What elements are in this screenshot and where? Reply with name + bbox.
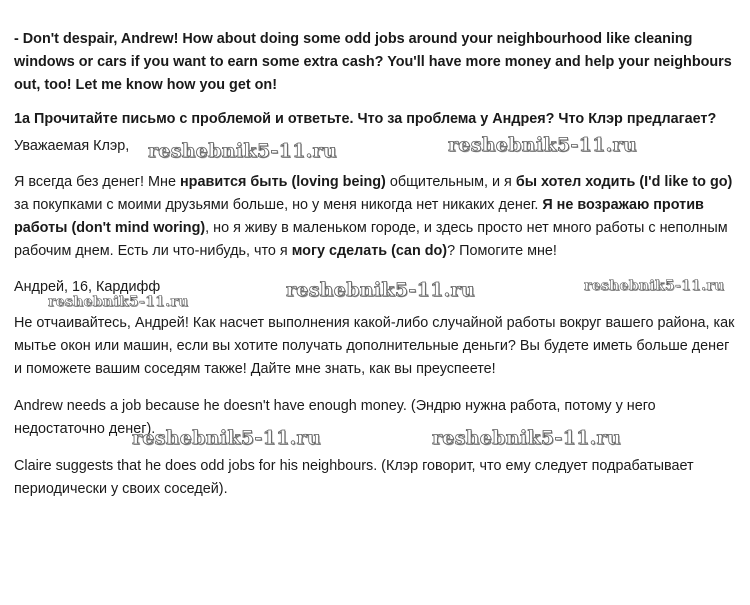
watermark: reshebnik5-11.ru <box>286 279 475 301</box>
letter-signature: Андрей, 16, Кардифф <box>14 279 161 295</box>
document-body <box>14 28 736 501</box>
letter-text-4: , но я живу в маленьком городе, и здесь просто нет много работы с неполным рабочим днем. Есть ли что-нибудь, что я <box>14 220 728 259</box>
letter-text-5: ? Помогите мне! <box>447 243 557 259</box>
watermark: reshebnik5-11.ru <box>48 294 189 310</box>
letter-text-1: Я всегда без денег! Мне <box>14 174 180 190</box>
task-heading: 1a Прочитайте письмо с проблемой и ответьте. Что за проблема у Андрея? Что Клэр предлагает? <box>14 111 717 127</box>
intro-paragraph: - Don't despair, Andrew! How about doing some odd jobs around your neighbourhood like cleaning windows or cars if you want to earn some extra cash? You'll have more money and help your neighbours out, too! Let me know how you get on! <box>14 31 732 93</box>
letter-greeting: Уважаемая Клэр, <box>14 138 130 154</box>
answer-claire-suggestion: Claire suggests that he does odd jobs for his neighbours. (Клэр говорит, что ему следует подрабатывает периодически у своих соседей). <box>14 458 694 497</box>
watermark: reshebnik5-11.ru <box>448 134 637 156</box>
letter-bold-4: могу сделать (can do) <box>291 243 448 259</box>
letter-text-2: общительным, и я <box>385 174 516 190</box>
letter-bold-3: Я не возражаю против работы (don't mind woring) <box>14 197 704 236</box>
letter-text-3: за покупками с моими друзьями больше, но у меня никогда нет никаких денег. <box>14 197 543 213</box>
watermark: reshebnik5-11.ru <box>132 427 321 449</box>
watermark: reshebnik5-11.ru <box>584 278 725 294</box>
letter-paragraph <box>14 171 736 263</box>
letter-bold-1: нравится быть (loving being) <box>179 174 386 190</box>
reply-translation: Не отчаивайтесь, Андрей! Как насчет выполнения какой-либо случайной работы вокруг вашего района, как мытье окон или машин, если вы хотите получать дополнительные деньги? Вы будете иметь больше денег и поможете вашим соседям также! Дайте мне знать, как вы преуспеете! <box>14 315 735 377</box>
letter-bold-2: бы хотел ходить (I'd like to go) <box>515 174 733 190</box>
answer-andrew-problem: Andrew needs a job because he doesn't have enough money. (Эндрю нужна работа, потому у него недостаточно денег). <box>14 398 656 437</box>
watermark: reshebnik5-11.ru <box>148 140 337 162</box>
watermark: reshebnik5-11.ru <box>432 427 621 449</box>
